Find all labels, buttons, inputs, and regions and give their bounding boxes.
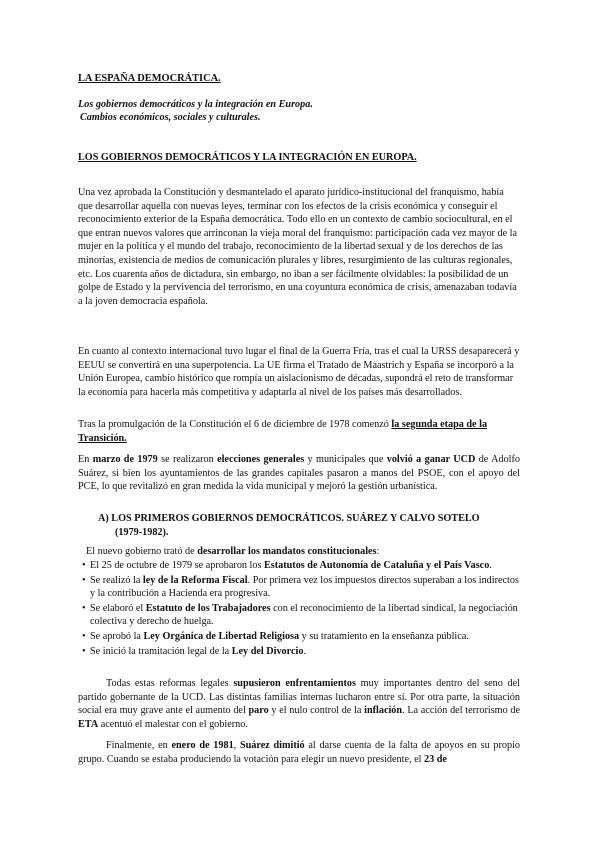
text: Se realizó la xyxy=(90,574,143,586)
emphasis-elections: elecciones generales xyxy=(217,454,305,465)
emphasis-date: marzo de 1979 xyxy=(92,454,158,465)
text: . xyxy=(489,560,492,571)
emphasis-ucd: volvió a ganar UCD xyxy=(386,454,476,465)
text: El 25 de octubre de 1979 se aprobaron los xyxy=(90,560,264,571)
emphasis: ley de la Reforma Fiscal xyxy=(142,574,248,586)
bullet-icon: • xyxy=(82,574,86,586)
subsection-heading xyxy=(98,512,528,539)
text: , xyxy=(233,740,240,751)
bullet-icon: • xyxy=(82,602,86,614)
text: de Adolfo Suárez, si bien los ayuntamientos de las grandes capitales pasaron a manos del PSOE, con el apoyo del PCE, lo que revitalizó en gran medida la vida municipal y mejoró la gestión urbanística. xyxy=(78,454,520,493)
text: . Por primera vez los impuestos directos superaban a los indirectos y la contribución a Hacienda era progresiva. xyxy=(90,574,519,600)
section-heading: LOS GOBIERNOS DEMOCRÁTICOS Y LA INTEGRACIÓN EN EUROPA. xyxy=(78,152,417,163)
text: se realizaron xyxy=(157,454,218,465)
text: Se aprobó la xyxy=(90,630,144,642)
paragraph-constitution-context: Una vez aprobada la Constitución y desmantelado el aparato jurídico-institucional del franquismo, había que desarrollar aquella con nuevas leyes, terminar con los efectos de la crisis económica y conseguir el reconocimiento exterior de la España democrática. Todo ello en un contexto de cambio sociocultural, en el que entran nuevos valores que arrinconan la vieja moral del franquismo: participación cada vez mayor de la mujer en la política y el mundo del trabajo, reconocimiento de la libertad sexual y de los derechos de las minorías, existencia de medios de comunicación plurales y libres, resurgimiento de las culturas regionales, etc. Los cuarenta años de dictadura, sin embargo, no iban a ser fácilmente olvidables: la posibilidad de un golpe de Estado y la pervivencia del terrorismo, en una coyuntura económica de crisis, amenazaban todavía a la joven democracia española. xyxy=(78,187,518,307)
emphasis-eta: ETA xyxy=(78,718,99,730)
list-item xyxy=(82,630,522,644)
text: . La acción del terrorismo de xyxy=(402,705,521,717)
list-item xyxy=(82,602,522,629)
paragraph-confrontations xyxy=(78,677,520,731)
bullet-icon: • xyxy=(82,630,86,642)
text: . xyxy=(303,645,306,657)
emphasis-confrontations: supusieron enfrentamientos xyxy=(233,678,356,689)
paragraph-second-stage xyxy=(78,418,520,445)
emphasis-second-stage: la segunda etapa de la Transición. xyxy=(78,419,488,444)
subtitle-governments: Los gobiernos democráticos y la integración en Europa. xyxy=(78,99,313,110)
emphasis-date: enero de 1981 xyxy=(171,740,234,751)
emphasis: Ley del Divorcio xyxy=(231,645,304,657)
emphasis: Estatutos de Autonomía de Cataluña y el País Vasco xyxy=(264,560,490,571)
text: y el nulo control de la xyxy=(268,705,365,717)
emphasis-mandates: desarrollar los mandatos constitucionales xyxy=(197,546,377,557)
paragraph-international-context: En cuanto al contexto internacional tuvo lugar el final de la Guerra Fría, tras el cual la URSS desaparecerá y EEUU se convertirá en una superpotencia. La UE firma el Tratado de Maastrich y España se incorporó a la Unión Europea, cambio histórico que rompía un aislacionismo de décadas, supondrá el reto de transformar la economía para hacerla más competitiva y adaptarla al nivel de los países más desarrollados. xyxy=(78,346,520,398)
bullet-icon: • xyxy=(82,645,86,657)
reforms-list xyxy=(82,559,522,659)
text: Se inició la tramitación legal de la xyxy=(90,645,232,657)
subsection-heading-line2: (1979-1982). xyxy=(115,526,169,538)
emphasis-unemployment: paro xyxy=(248,705,269,717)
paragraph-elections-1979 xyxy=(78,453,520,494)
paragraph-suarez-resignation xyxy=(78,739,520,766)
emphasis: Ley Orgánica de Libertad Religiosa xyxy=(143,630,300,642)
text: al darse cuenta de la falta de apoyos en su propio grupo. Cuando se estaba produciendo la votación para elegir un nuevo presidente, el xyxy=(78,740,521,765)
emphasis: Estatuto de los Trabajadores xyxy=(145,602,271,614)
text: muy importantes dentro del seno del partido gobernante de la UCD. Las distintas familias internas lucharon entre sí. Por otra parte, la situación social era muy grave ante el aumento del xyxy=(78,678,520,717)
subtitle-changes: Cambios económicos, sociales y culturales. xyxy=(80,112,261,123)
text: y municipales que xyxy=(304,454,387,465)
text: El nuevo gobierno trató de xyxy=(86,546,198,557)
text: con el reconocimiento de la libertad sindical, la negociación colectiva y derecho de huelga. xyxy=(90,602,518,628)
text: acentuó el malestar con el gobierno. xyxy=(98,718,248,730)
emphasis-date-23: 23 de xyxy=(423,753,447,765)
document-title: LA ESPAÑA DEMOCRÁTICA. xyxy=(78,73,221,84)
emphasis-inflation: inflación xyxy=(364,705,403,717)
text: Finalmente, en xyxy=(106,740,172,751)
text: Se elaboró el xyxy=(90,602,146,614)
paragraph-new-government xyxy=(86,545,528,559)
text: Todas estas reformas legales xyxy=(106,678,234,689)
text: En xyxy=(78,454,93,465)
list-item xyxy=(82,574,522,601)
text: y su tratamiento en la enseñanza pública. xyxy=(299,630,469,642)
text: Tras la promulgación de la Constitución el 6 de diciembre de 1978 comenzó xyxy=(78,419,392,430)
emphasis-resignation: Suárez dimitió xyxy=(239,740,305,751)
text: : xyxy=(376,546,380,557)
bullet-icon: • xyxy=(82,560,86,571)
list-item xyxy=(82,645,522,659)
subsection-heading-line1: A) LOS PRIMEROS GOBIERNOS DEMOCRÁTICOS. SUÁREZ Y CALVO SOTELO xyxy=(98,513,480,524)
list-item xyxy=(82,559,522,573)
